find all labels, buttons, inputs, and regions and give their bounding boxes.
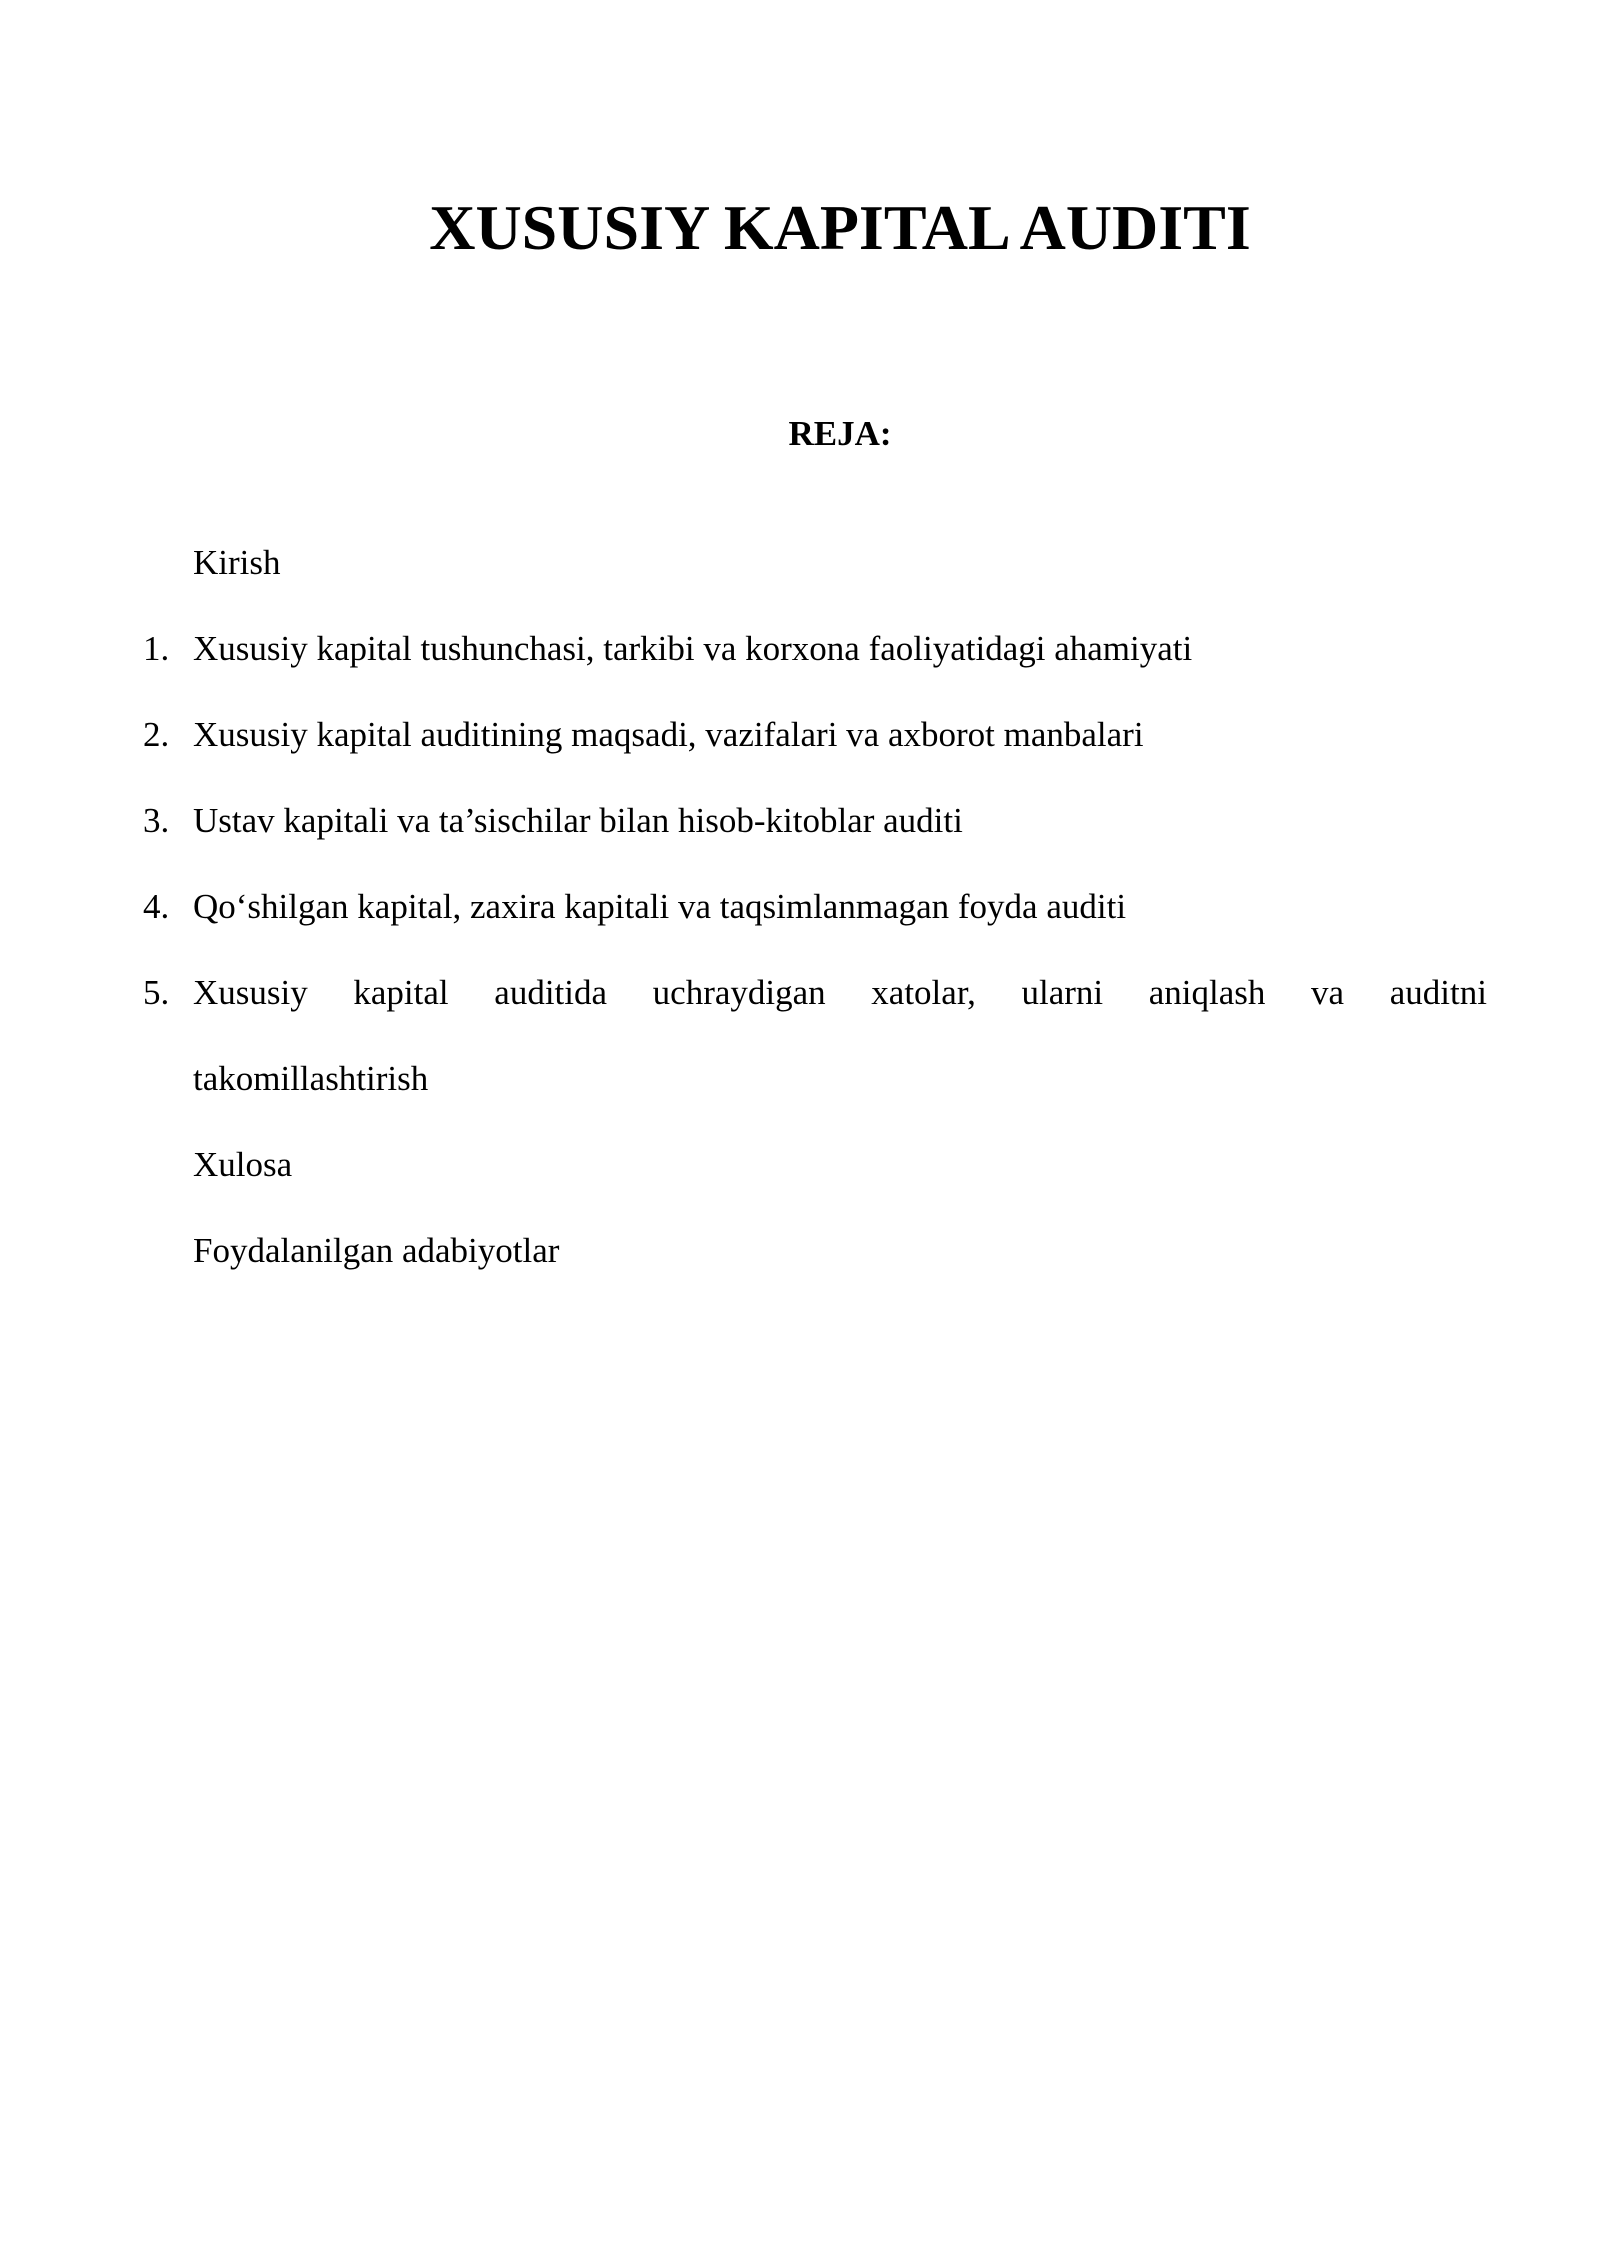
word: Xususiy <box>193 973 308 1012</box>
plan-item-text: Xususiy kapital auditining maqsadi, vazifalari va axborot manbalari <box>193 715 1144 754</box>
plan-item-number: 4. <box>143 887 170 926</box>
word: xatolar, <box>871 973 976 1012</box>
plan-item-text: Qo‘shilgan kapital, zaxira kapitali va taqsimlanmagan foyda auditi <box>193 887 1127 926</box>
plan-item-text: Xulosa <box>193 1145 293 1184</box>
plan-heading: REJA: <box>788 414 892 453</box>
plan-item-number: 5. <box>143 973 170 1012</box>
word: aniqlash <box>1148 973 1266 1012</box>
plan-item-text-line2: takomillashtirish <box>193 1059 429 1098</box>
plan-item-text: Xususiy kapital tushunchasi, tarkibi va korxona faoliyatidagi ahamiyati <box>193 629 1193 668</box>
plan-item-text-line1 <box>193 969 1487 1017</box>
document-title: XUSUSIY KAPITAL AUDITI <box>429 192 1251 263</box>
word: uchraydigan <box>652 973 826 1012</box>
plan-item-number: 1. <box>143 629 170 668</box>
plan-item-text: Kirish <box>193 543 281 582</box>
word: auditni <box>1389 973 1487 1012</box>
word: va <box>1311 973 1345 1012</box>
plan-item-text: Ustav kapitali va ta’sischilar bilan hisob-kitoblar auditi <box>193 801 963 840</box>
plan-item-number: 2. <box>143 715 170 754</box>
plan-item-text: Foydalanilgan adabiyotlar <box>193 1231 560 1270</box>
word: auditida <box>494 973 608 1012</box>
plan-item-number: 3. <box>143 801 170 840</box>
word: kapital <box>353 973 449 1012</box>
word: ularni <box>1021 973 1104 1012</box>
